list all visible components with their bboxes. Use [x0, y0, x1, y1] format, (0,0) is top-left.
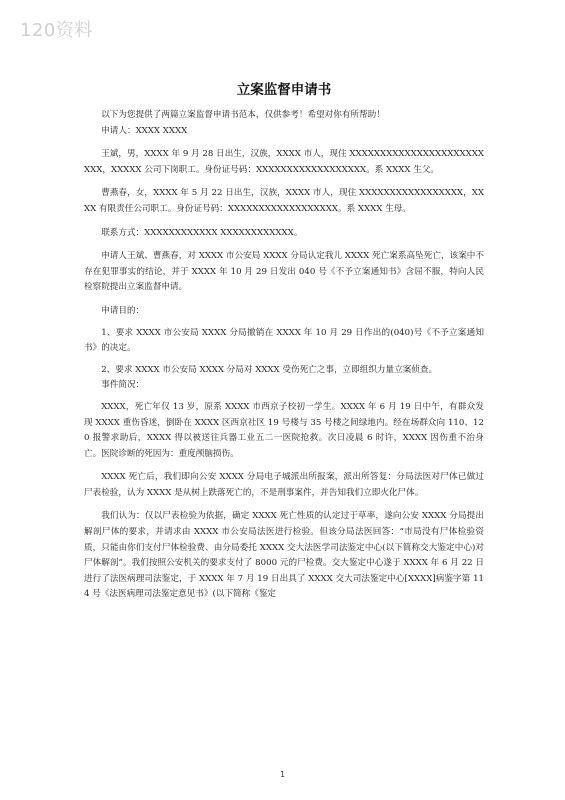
facts2-paragraph: XXXX 死亡后，我们即向公安 XXXX 分局电子城派出所报案，派出所答复：分局法医对尸体已做过尸表检验，认为 XXXX 是从树上跌落死亡的，不是刑事案件，并告知我们立即火化尸体。 — [84, 472, 484, 498]
applicant1-paragraph: 王斌，男，XXXX 年 9 月 28 日出生，汉族，XXXX 市人，现住 XXXXXXXXXXXXXXXXXXXXXXXXX，XXXXX 公司下岗职工。身份证号码：XXXXXXXXXXXXXXXXXX。系 XXXX 生父。 — [84, 149, 484, 175]
purpose-heading: 申请目的： — [101, 305, 145, 316]
purpose2-paragraph: 2、要求 XXXX 市公安局 XXXX 分局对 XXXX 受伤死亡之事，立即组织力量立案侦查。 — [101, 364, 438, 375]
intro-text: 以下为您提供了两篇立案监督申请书范本，仅供参考！希望对你有所帮助！ — [101, 110, 385, 120]
facts-heading: 事件简况： — [101, 380, 145, 391]
page-number: 1 — [279, 770, 286, 779]
document-title: 立案监督申请书 — [236, 82, 332, 98]
reason-paragraph: 申请人王斌、曹燕春，对 XXXX 市公安局 XXXX 分局认定我儿 XXXX 死亡案系高坠死亡，该案中不存在犯罪事实的结论，并于 XXXX 年 10 月 29 日发出 040 号《不予立案通知书》含屈不服，特向人民检察院提出立案监督申请。 — [84, 251, 484, 293]
applicant2-paragraph: 曹燕春，女，XXXX 年 5 月 22 日出生，汉族，XXXX 市人，现住 XXXXXXXXXXXXXXXXX，XXXX 有限责任公司职工。身份证号码：XXXXXXXXXXXXXXXXXX。系 XXXX 生母。 — [84, 188, 484, 214]
applicant-line: 申请人：XXXX XXXX — [101, 125, 188, 136]
watermark-logo: 120资料 — [20, 20, 93, 41]
facts3-paragraph: 我们认为：仅以尸表检验为依据，确定 XXXX 死亡性质的认定过于草率，遂向公安 XXXX 分局提出解剖尸体的要求，并请求由 XXXX 市公安局法医进行检验。但该分局法医回答：“市局没有尸体检验资质，只能由你们支付尸体检验费、由分局委托 XXXX 交大法医学司法鉴定中心(以下简称交大鉴定中心)对尸体解剖”。我们按照公安机关的要求支付了 8000 元的尸检费。交大鉴定中心遂于 XXXX 年 6 月 22 日进行了法医病理司法鉴定，于 XXXX 年 7 月 19 日出具了 XXXX 交大司法鉴定中心[XXXX]病鉴字第 114 号《法医病理司法鉴定意见书》(以下简称《鉴定 — [84, 511, 484, 600]
contact-paragraph: 联系方式：XXXXXXXXXXXX XXXXXXXXXXXX。 — [101, 227, 303, 238]
facts1-paragraph: XXXX，死亡年仅 13 岁，原系 XXXX 市西京子校初一学生。XXXX 年 6 月 19 日中午，有群众发现 XXXX 重伤昏迷，倒卧在 XXXX 区西京社区 19 号楼与 35 号楼之间绿地内。经在场群众向 110、120 报警求助后，XXXX 得以被送往兵器工业五二一医院抢救。次日凌晨 6 时许，XXXX 因伤重不治身亡。医院诊断的死因为：重度颅脑损伤。 — [84, 401, 484, 459]
purpose1-paragraph: 1、要求 XXXX 市公安局 XXXX 分局撤销在 XXXX 年 10 月 29 日作出的(040)号《不予立案通知书》的决定。 — [84, 327, 484, 354]
document-body — [84, 78, 484, 603]
